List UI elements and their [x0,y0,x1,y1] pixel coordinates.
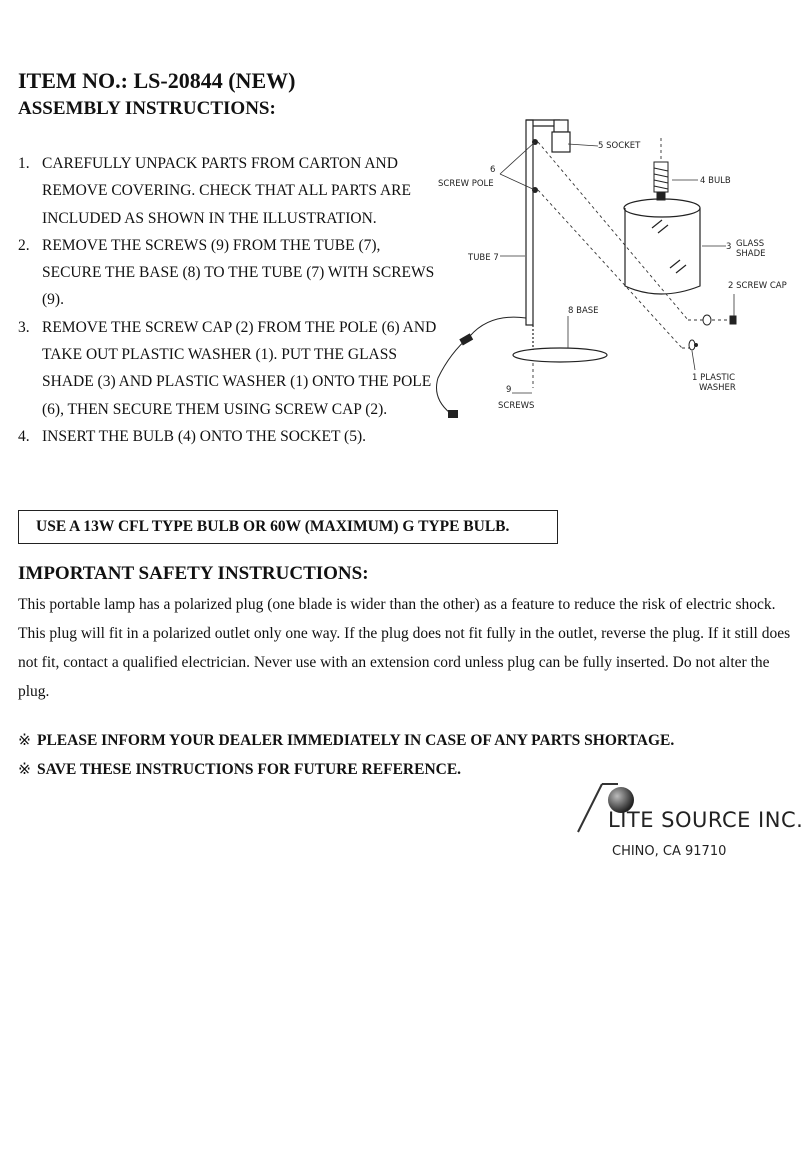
assembly-instructions-heading: ASSEMBLY INSTRUCTIONS: [18,98,276,119]
notice-parts-shortage [18,727,798,756]
assembly-step-4 [18,423,438,450]
label-tube: TUBE 7 [468,253,499,263]
plug-drawing [448,410,458,418]
logo-address: CHINO, CA 91710 [612,844,727,859]
notice-text: SAVE THESE INSTRUCTIONS FOR FUTURE REFERENCE. [37,760,462,778]
socket-drawing [552,120,570,152]
safety-instructions-text: This portable lamp has a polarized plug (one blade is wider than the other) as a feature to reduce the risk of electric shock. This plug will fit in a polarized outlet only one way. If the plug does not fit fully in the outlet, reverse the plug. If it still does not fit, contact a qualified electrician. Never use with an extension cord unless plug can be fully inserted. Do not alter the plug. [18,596,791,700]
step-text: REMOVE THE SCREW CAP (2) FROM THE POLE (6) AND TAKE OUT PLASTIC WASHER (1). PUT THE GLASS SHADE (3) AND PLASTIC WASHER (1) ONTO THE POLE (6), THEN SECURE THEM USING SCREW CAP (2). [42,318,437,418]
label-screws-number: 9 [506,385,512,395]
step-number: 2. [18,236,30,254]
glass-shade-drawing [624,199,700,294]
power-cord-drawing [437,317,527,413]
label-screws: SCREWS [498,401,535,411]
item-number-title: ITEM NO.: LS-20844 (NEW) [18,68,296,93]
label-socket: 5 SOCKET [598,141,641,151]
label-glass-number: 3 [726,242,732,252]
notices [18,727,798,784]
assembly-step-1 [18,150,438,232]
label-plastic: 1 PLASTIC [692,373,736,383]
bulb-drawing [654,162,668,200]
company-logo [568,780,804,870]
reference-mark-icon: ※ [18,732,31,749]
assembly-step-3 [18,314,438,423]
safety-instructions-heading: IMPORTANT SAFETY INSTRUCTIONS: [18,563,369,584]
label-washer: WASHER [699,383,736,393]
step-text: REMOVE THE SCREWS (9) FROM THE TUBE (7), SECURE THE BASE (8) TO THE TUBE (7) WITH SCREWS (9). [42,236,435,309]
assembly-steps-list [18,150,438,450]
step-number: 1. [18,155,30,172]
logo-company-name: LITE SOURCE INC. [608,808,804,832]
notice-text: PLEASE INFORM YOUR DEALER IMMEDIATELY IN CASE OF ANY PARTS SHORTAGE. [37,732,675,749]
reference-mark-icon: ※ [18,760,31,778]
label-leader-lines [500,142,734,393]
lamp-assembly-diagram [420,108,805,433]
label-shade: SHADE [736,249,766,259]
label-screw-pole: SCREW POLE [438,179,494,189]
label-screw-cap: 2 SCREW CAP [728,281,787,291]
assembly-step-2 [18,232,438,314]
bulb-type-note: USE A 13W CFL TYPE BULB OR 60W (MAXIMUM) G TYPE BULB. [18,510,558,544]
label-screw-pole-number: 6 [490,165,496,175]
step-number: 4. [18,427,30,445]
base-drawing [513,325,607,362]
label-base: 8 BASE [568,306,599,316]
step-text: CAREFULLY UNPACK PARTS FROM CARTON AND REMOVE COVERING. CHECK THAT ALL PARTS ARE INCLUDED AS SHOWN IN THE ILLUSTRATION. [42,155,411,227]
label-bulb: 4 BULB [700,176,731,186]
label-glass: GLASS [736,239,765,249]
step-text: INSERT THE BULB (4) ONTO THE SOCKET (5). [42,427,366,445]
step-number: 3. [18,318,30,336]
